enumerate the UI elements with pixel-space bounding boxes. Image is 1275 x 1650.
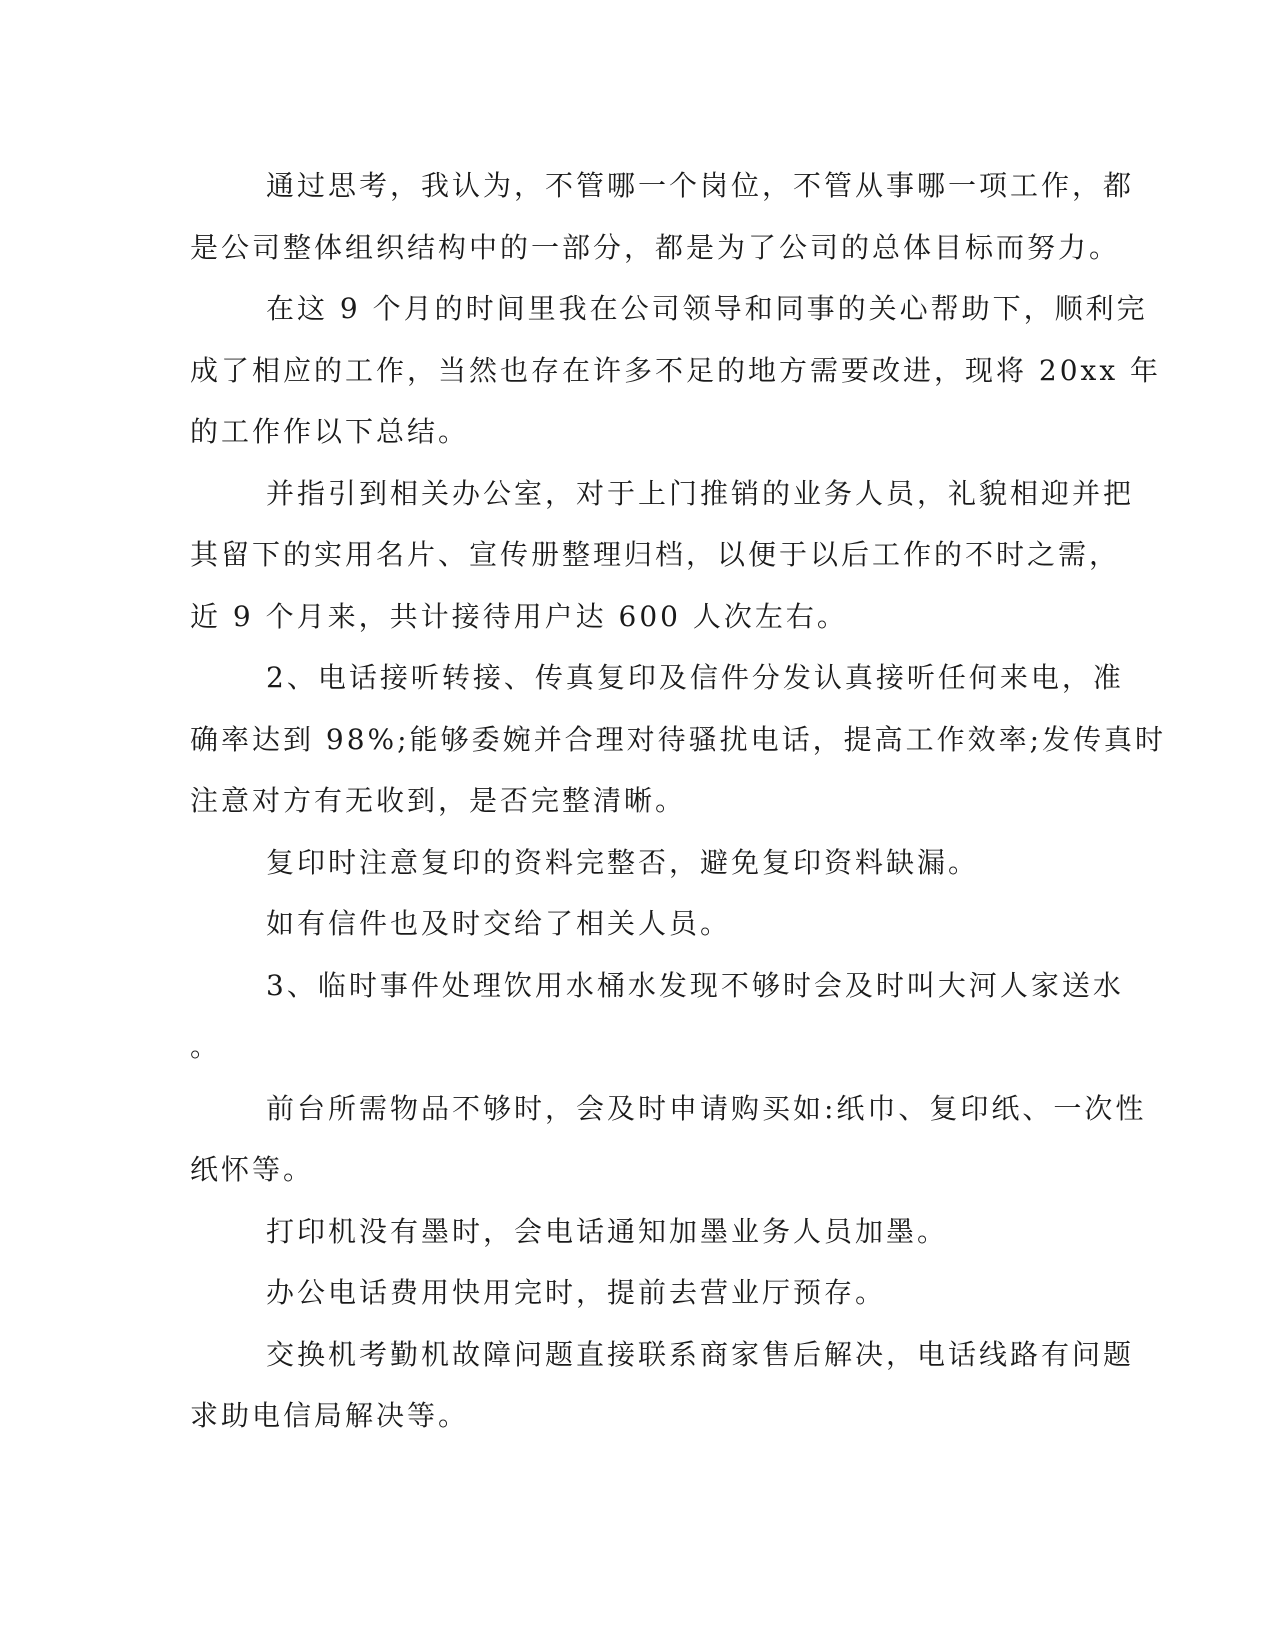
paragraph-line: 3、临时事件处理饮用水桶水发现不够时会及时叫大河人家送水	[266, 968, 1124, 1002]
paragraph-line: 在这 9 个月的时间里我在公司领导和同事的关心帮助下，顺利完	[266, 292, 1148, 325]
paragraph-line: 近 9 个月来，共计接待用户达 600 人次左右。	[190, 599, 848, 633]
paragraph-line: 成了相应的工作，当然也存在许多不足的地方需要改进，现将 20xx 年	[190, 353, 1162, 387]
paragraph-line: 并指引到相关办公室，对于上门推销的业务人员，礼貌相迎并把	[266, 476, 1135, 510]
paragraph-line: 求助电信局解决等。	[190, 1399, 470, 1432]
paragraph-line: 。	[190, 1030, 222, 1063]
paragraph-line: 确率达到 98%;能够委婉并合理对待骚扰电话，提高工作效率;发传真时	[190, 722, 1167, 756]
paragraph-line: 复印时注意复印的资料完整否，避免复印资料缺漏。	[266, 845, 980, 879]
paragraph-line: 打印机没有墨时，会电话通知加墨业务人员加墨。	[266, 1214, 949, 1248]
paragraph-line: 其留下的实用名片、宣传册整理归档，以便于以后工作的不时之需，	[190, 538, 1121, 571]
paragraph-line: 交换机考勤机故障问题直接联系商家售后解决，电话线路有问题	[266, 1337, 1135, 1371]
paragraph-line: 前台所需物品不够时，会及时申请购买如:纸巾、复印纸、一次性	[266, 1091, 1147, 1125]
document-body	[190, 155, 1167, 1447]
paragraph-line: 通过思考，我认为，不管哪一个岗位，不管从事哪一项工作，都	[266, 169, 1135, 202]
paragraph-line: 2、电话接听转接、传真复印及信件分发认真接听任何来电，准	[266, 661, 1124, 694]
paragraph-line: 注意对方有无收到，是否完整清晰。	[190, 784, 687, 817]
paragraph-line: 办公电话费用快用完时，提前去营业厅预存。	[266, 1276, 887, 1309]
paragraph-line: 如有信件也及时交给了相关人员。	[266, 907, 732, 940]
paragraph-line: 是公司整体组织结构中的一部分，都是为了公司的总体目标而努力。	[190, 230, 1121, 264]
paragraph-line: 纸怀等。	[190, 1153, 315, 1186]
paragraph-line: 的工作作以下总结。	[190, 415, 470, 448]
